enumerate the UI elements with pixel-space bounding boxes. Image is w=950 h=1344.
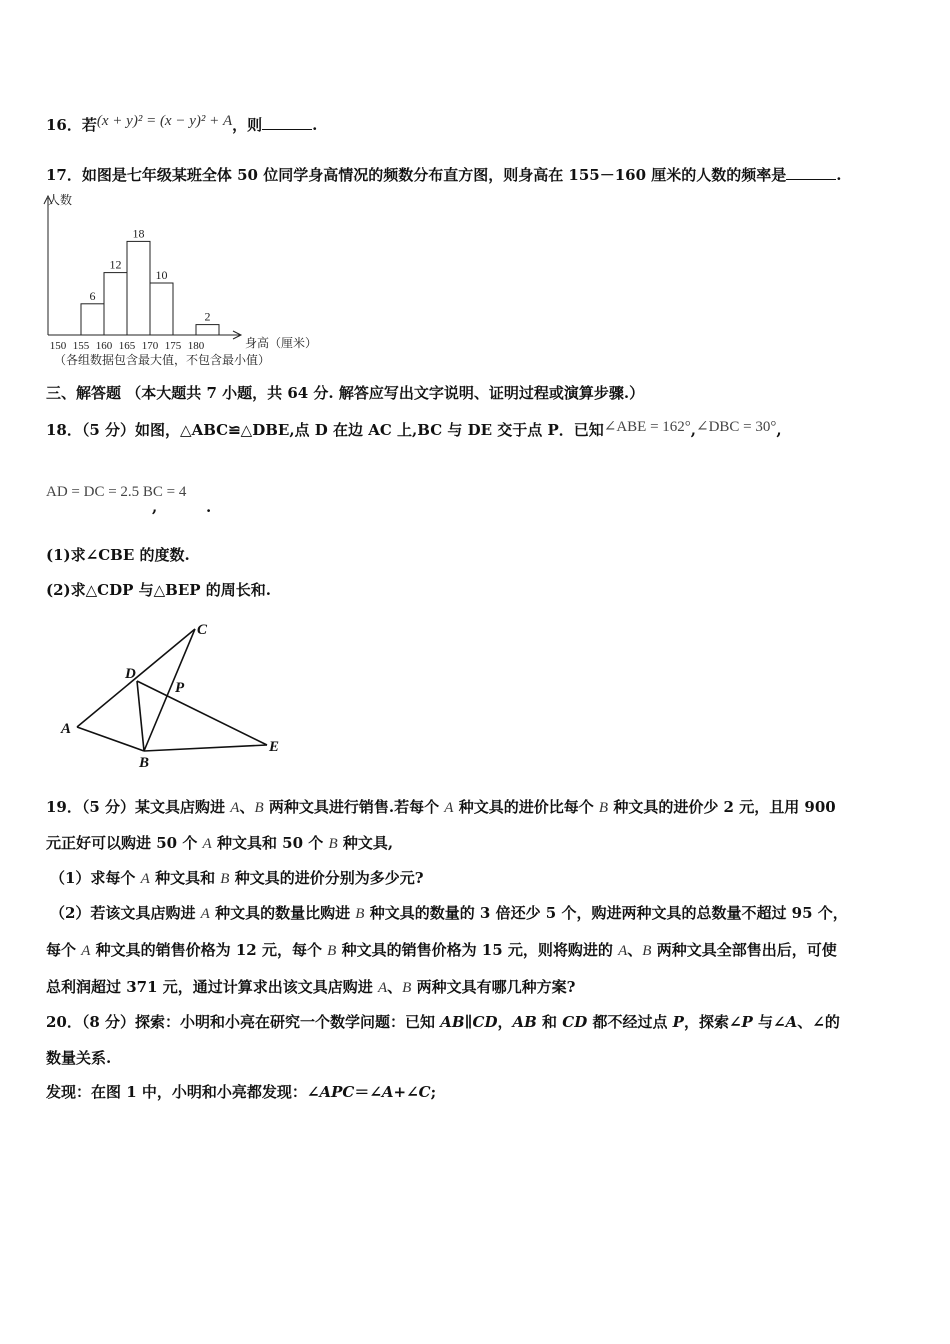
- x-tick-label: 170: [141, 340, 159, 352]
- x-tick-label: 160: [95, 340, 113, 352]
- q20-parallel: AB∥CD: [440, 1013, 498, 1031]
- q19-text-1d: 种文具的进价少 2 元，且用 900: [608, 798, 836, 816]
- segment-ac: [77, 629, 195, 727]
- q20-text-1c: 和: [536, 1013, 563, 1031]
- q19-var-a: A: [200, 906, 210, 922]
- q19-text-2c: 种文具,: [337, 834, 394, 852]
- q19-part2-i: 两种文具有哪几种方案?: [411, 978, 576, 996]
- q18-part2: (2)求△CDP 与△BEP 的周长和.: [46, 581, 271, 599]
- q20-text-1a: 20．（8 分）探索：小明和小亮在研究一个数学问题：已知: [46, 1013, 441, 1031]
- q20-apc: APC: [319, 1083, 355, 1101]
- label-c: C: [197, 622, 208, 638]
- q20-text-1b: ，: [497, 1013, 513, 1031]
- q19-part2: [50, 903, 848, 924]
- q16-pre: 若: [81, 116, 97, 134]
- triangle-figure: [55, 615, 295, 775]
- bar-value-label: 12: [109, 257, 122, 272]
- q19-line2: [46, 833, 393, 854]
- q17-text: 17．如图是七年级某班全体 50 位同学身高情况的频数分布直方图，则身高在 155－160 厘米的人数的频率是: [46, 166, 787, 184]
- segment-bc: [144, 629, 195, 751]
- q19-part1-b: 种文具和: [149, 869, 221, 887]
- q19-text-1b: 两种文具进行销售.若每个: [263, 798, 445, 816]
- q20-p: P: [672, 1013, 684, 1031]
- bar-value-label: 6: [89, 288, 96, 303]
- q19-var-b: B: [254, 800, 264, 816]
- bar-value-label: 10: [155, 268, 168, 282]
- q19-text-2b: 种文具和 50 个: [211, 834, 329, 852]
- ticks-group: [50, 340, 205, 352]
- q20-c: C: [418, 1083, 431, 1101]
- histogram-bar: [150, 283, 173, 335]
- q18-part1: (1)求∠CBE 的度数.: [46, 546, 190, 564]
- q19-sep: 、: [239, 798, 255, 816]
- x-axis-label: 身高（厘米）: [245, 336, 318, 350]
- y-axis: [44, 196, 52, 335]
- q20-text-1d: 都不经过点: [587, 1013, 673, 1031]
- q18-lengths-line: [46, 481, 186, 502]
- q17-answer-blank: [786, 165, 836, 180]
- q20-text-1g: 、∠的: [797, 1013, 840, 1031]
- q19-part2-a: （2）若该文具店购进: [50, 904, 201, 922]
- q20-text-3b: ＝∠: [354, 1083, 382, 1101]
- q16-answer-blank: [262, 115, 312, 130]
- segment-be: [144, 745, 267, 751]
- q20-text-1f: 与∠: [752, 1013, 786, 1031]
- q19-var-a: A: [444, 800, 454, 816]
- bar-value-label: 2: [204, 309, 211, 324]
- q19-var-b: B: [327, 943, 337, 959]
- bars-group: [81, 226, 219, 335]
- q19-var-a: A: [230, 800, 240, 816]
- q19-text-1a: 19．（5 分）某文具店购进: [46, 798, 231, 816]
- q18-intro: 18．（5 分）如图，△ABC≌△DBE,点 D 在边 AC 上,BC 与 DE 交于点 P．已知: [46, 421, 604, 439]
- bar-value-label: 18: [132, 226, 145, 241]
- q19-var-b: B: [355, 906, 365, 922]
- q19-part1-c: 种文具的进价分别为多少元?: [229, 869, 424, 887]
- label-p: P: [175, 680, 185, 696]
- q16-post: ，则: [232, 116, 263, 134]
- q20-line3: [46, 1082, 436, 1102]
- q18-lengths-dot: .: [206, 498, 212, 516]
- q20-a: A: [381, 1083, 394, 1101]
- q16-formula: (x + y)² = (x − y)² + A: [96, 113, 233, 129]
- q19-part2-e: 种文具的销售价格为 12 元，每个: [90, 941, 328, 959]
- label-b: B: [139, 755, 150, 771]
- label-a: A: [61, 721, 72, 737]
- height-histogram: [40, 190, 320, 370]
- label-d: D: [125, 666, 136, 682]
- x-tick-label: 175: [164, 340, 182, 352]
- x-tick-label: 180: [187, 340, 205, 352]
- chart-note: （各组数据包含最大值，不包含最小值）: [54, 353, 271, 367]
- q20-a: A: [785, 1013, 798, 1031]
- q20-ab: AB: [512, 1013, 537, 1031]
- q20-text-1e: ，探索∠: [683, 1013, 742, 1031]
- q19-var-a: A: [140, 871, 150, 887]
- q16-number: 16．: [46, 116, 82, 134]
- q19-var-b: B: [220, 871, 230, 887]
- q18-angle-abe: ∠ABE = 162°: [603, 419, 691, 435]
- q20-line2: 数量关系.: [46, 1049, 112, 1067]
- q20-p: P: [741, 1013, 753, 1031]
- q20-text-3a: 发现：在图 1 中，小明和小亮都发现：∠: [46, 1083, 320, 1101]
- q19-var-b: B: [402, 980, 412, 996]
- segment-de: [137, 681, 267, 745]
- q19-line1: [46, 797, 836, 818]
- q19-part2-line2: [46, 940, 837, 961]
- q17-end: .: [836, 166, 842, 184]
- q19-part2-g: 两种文具全部售出后，可使: [651, 941, 837, 959]
- q19-part1: [50, 868, 423, 889]
- segment-db: [137, 681, 144, 751]
- q19-part2-b: 种文具的数量比购进: [209, 904, 356, 922]
- q19-var-a: A: [377, 980, 388, 996]
- q19-var-b: B: [642, 943, 652, 959]
- segment-ab: [77, 727, 144, 751]
- q19-sep: 、: [387, 978, 403, 996]
- q18-angle-dbc: ∠DBC = 30°: [696, 419, 777, 435]
- histogram-bar: [127, 241, 150, 335]
- q19-part2-h: 总利润超过 371 元，通过计算求出该文具店购进: [46, 978, 378, 996]
- q17-line: [46, 165, 842, 185]
- y-axis-label: 人数: [48, 193, 73, 207]
- q18-comma2: ,: [776, 421, 782, 439]
- q19-part2-c: 种文具的数量的 3 倍还少 5 个，购进两种文具的总数量不超过 95 个，: [364, 904, 848, 922]
- q19-text-1c: 种文具的进价比每个: [453, 798, 599, 816]
- q16-end: .: [312, 116, 318, 134]
- q18-line1: [46, 420, 782, 441]
- q19-var-b: B: [598, 800, 609, 816]
- histogram-bar: [104, 273, 127, 335]
- q19-part2-d: 每个: [46, 941, 82, 959]
- histogram-bar: [81, 304, 104, 335]
- q19-part2-line3: [46, 977, 575, 998]
- x-tick-label: 165: [118, 340, 136, 352]
- q19-var-a: A: [202, 836, 212, 852]
- q20-text-3c: +∠: [393, 1083, 419, 1101]
- q18-lengths-sep: ,: [152, 498, 158, 516]
- label-e: E: [269, 739, 280, 755]
- q19-var-a: A: [618, 943, 628, 959]
- x-tick-label: 155: [72, 340, 90, 352]
- q19-part2-f: 种文具的销售价格为 15 元，则将购进的: [336, 941, 619, 959]
- section3-title: 三、解答题 （本大题共 7 小题，共 64 分. 解答应写出文字说明、证明过程或演算步骤.）: [46, 384, 645, 402]
- q20-line1: [46, 1012, 840, 1032]
- q20-text-3d: ;: [430, 1083, 437, 1101]
- q18-comma1: ,: [690, 421, 697, 439]
- x-tick-label: 150: [49, 340, 67, 352]
- q19-sep: 、: [627, 941, 643, 959]
- q19-var-b: B: [328, 836, 338, 852]
- q16-line: [46, 115, 317, 136]
- q19-part1-a: （1）求每个: [50, 869, 141, 887]
- q20-cd: CD: [562, 1013, 588, 1031]
- histogram-bar: [196, 325, 219, 335]
- q19-var-a: A: [81, 943, 91, 959]
- q19-text-2a: 元正好可以购进 50 个: [46, 834, 203, 852]
- q18-lengths: AD = DC = 2.5 BC = 4: [46, 484, 187, 500]
